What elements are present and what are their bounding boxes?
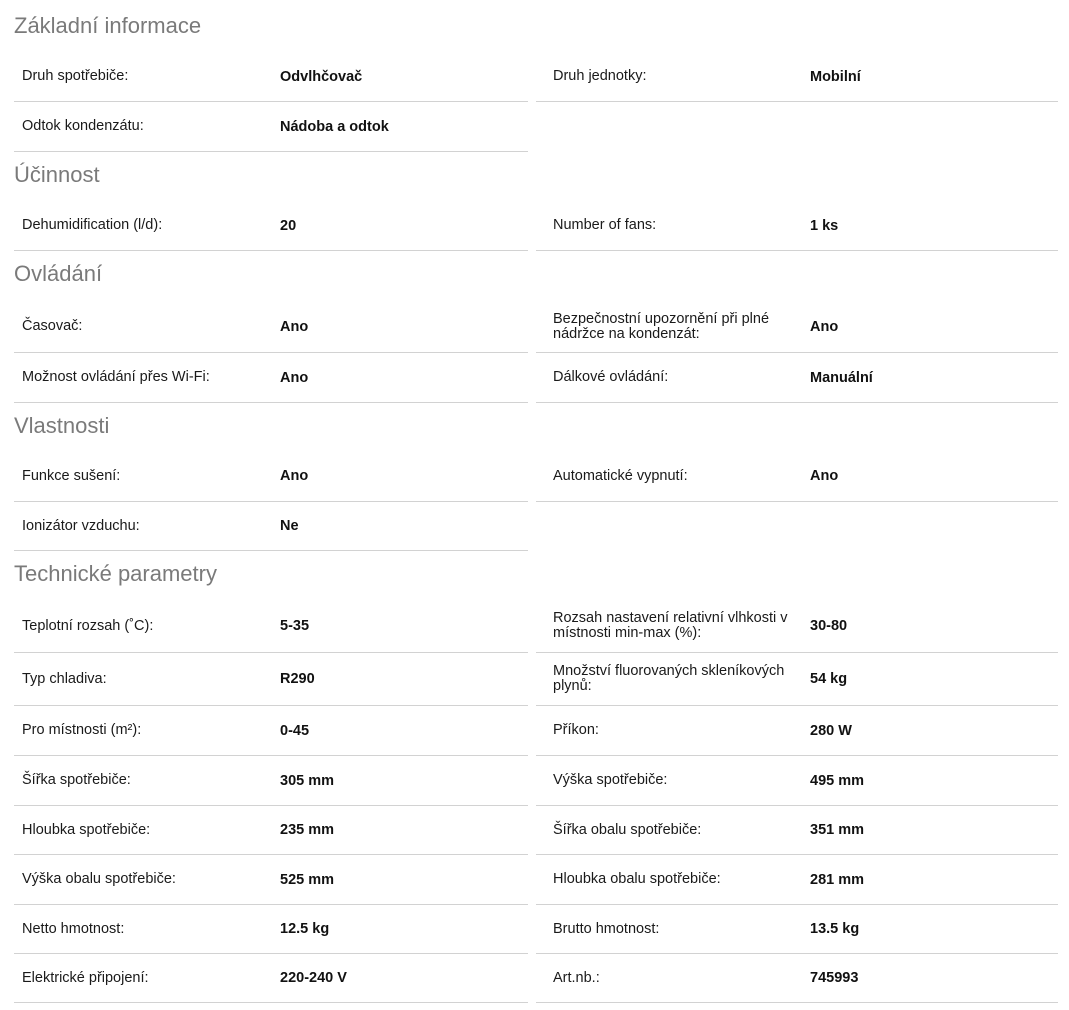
spec-row-pro-mistnosti-m: [14, 706, 528, 756]
spec-value: 20: [280, 217, 297, 234]
spec-label: Možnost ovládání přes Wi-Fi:: [22, 369, 210, 385]
section-title-ucinnost: Účinnost: [14, 162, 100, 187]
spec-row-rozsah-nastaveni-relativni-vlhkosti-v-mistnosti-min-max: [536, 600, 1058, 653]
spec-label: Automatické vypnutí:: [553, 467, 688, 484]
section-title-ovladani: Ovládání: [14, 261, 103, 286]
spec-row-odtok-kondenzatu: [14, 102, 528, 152]
spec-value: 13.5 kg: [810, 921, 860, 937]
spec-row-hloubka-spotrebice: [14, 806, 528, 855]
spec-value: 54 kg: [810, 671, 848, 687]
spec-row-druh-jednotky: [536, 52, 1058, 102]
spec-value: 235 mm: [280, 822, 335, 838]
spec-row-sirka-obalu-spotrebice: [536, 806, 1058, 855]
spec-value: 305 mm: [280, 772, 335, 789]
spec-label: Teplotní rozsah (˚C):: [22, 617, 154, 634]
spec-label: Elektrické připojení:: [22, 969, 149, 986]
spec-row-druh-spotrebice: [14, 52, 528, 102]
spec-value: 5-35: [280, 618, 310, 634]
spec-value: Manuální: [810, 369, 873, 386]
spec-label: Number of fans:: [553, 217, 657, 233]
spec-label: Funkce sušení:: [22, 467, 121, 484]
spec-value: 0-45: [280, 722, 310, 739]
spec-label: Art.nb.:: [553, 969, 600, 986]
spec-label: Druh jednotky:: [553, 68, 647, 84]
section-title-technicke-parametry: Technické parametry: [14, 561, 217, 586]
spec-row-ionizator-vzduchu: [14, 502, 528, 551]
spec-label: Rozsah nastavení relativní vlhkosti v místnosti min-max (%):: [553, 610, 788, 641]
spec-label: Dálkové ovládání:: [553, 369, 669, 385]
spec-label: Brutto hmotnost:: [553, 920, 660, 937]
spec-row-mnozstvi-fluorovanych-sklenikovych-plynu: [536, 653, 1058, 706]
spec-row-elektricke-pripojeni: [14, 954, 528, 1003]
spec-row-art-nb: [536, 954, 1058, 1003]
spec-value: Ano: [280, 318, 309, 335]
spec-label: Typ chladiva:: [22, 670, 107, 687]
spec-label: Netto hmotnost:: [22, 920, 125, 937]
spec-value: 281 mm: [810, 871, 865, 888]
spec-label: Hloubka spotřebiče:: [22, 821, 151, 838]
spec-label: Časovač:: [22, 318, 83, 334]
spec-row-vyska-obalu-spotrebice: [14, 855, 528, 905]
spec-row-netto-hmotnost: [14, 905, 528, 954]
spec-label: Výška obalu spotřebiče:: [22, 871, 176, 887]
spec-label: Bezpečnostní upozornění při plné nádržce na kondenzát:: [553, 310, 770, 342]
spec-label: Množství fluorovaných skleníkových plynů:: [553, 663, 785, 694]
spec-row-automaticke-vypnuti: [536, 451, 1058, 502]
spec-row-teplotni-rozsah-c: [14, 600, 528, 653]
spec-label: Ionizátor vzduchu:: [22, 517, 140, 534]
spec-value: Ano: [280, 369, 309, 386]
spec-value: R290: [280, 671, 315, 687]
spec-row-sirka-spotrebice: [14, 756, 528, 806]
spec-value: 280 W: [810, 722, 852, 739]
spec-label: Příkon:: [553, 722, 599, 738]
spec-value: Odvlhčovač: [280, 68, 363, 85]
spec-label: Pro místnosti (m²):: [22, 722, 142, 738]
spec-value: 220-240 V: [280, 970, 347, 986]
spec-value: 495 mm: [810, 772, 865, 789]
spec-label: Hloubka obalu spotřebiče:: [553, 871, 721, 887]
spec-value: 12.5 kg: [280, 921, 330, 937]
spec-label: Šířka obalu spotřebiče:: [553, 821, 702, 838]
spec-value: 30-80: [810, 618, 848, 634]
spec-value: 745993: [810, 970, 859, 986]
spec-row-casovac: [14, 301, 528, 353]
spec-row-funkce-suseni: [14, 451, 528, 502]
spec-value: 1 ks: [810, 217, 839, 234]
spec-value: Ano: [280, 468, 309, 484]
section-title-vlastnosti: Vlastnosti: [14, 413, 110, 438]
spec-value: Ano: [810, 468, 839, 484]
spec-label: Dehumidification (l/d):: [22, 217, 163, 233]
spec-label: Odtok kondenzátu:: [22, 118, 144, 134]
spec-value: 351 mm: [810, 822, 865, 838]
spec-row-brutto-hmotnost: [536, 905, 1058, 954]
spec-label: Výška spotřebiče:: [553, 772, 668, 788]
section-title-zakladni-informace: Základní informace: [14, 13, 202, 38]
spec-row-dehumidification-l-d: [14, 201, 528, 251]
spec-label: Druh spotřebiče:: [22, 68, 129, 84]
spec-row-typ-chladiva: [14, 653, 528, 706]
spec-row-vyska-spotrebice: [536, 756, 1058, 806]
spec-value: Mobilní: [810, 68, 861, 85]
spec-value: Nádoba a odtok: [280, 118, 389, 135]
spec-value: Ne: [280, 518, 299, 534]
spec-row-moznost-ovladani-pres-wi-fi: [14, 353, 528, 403]
spec-row-number-of-fans: [536, 201, 1058, 251]
spec-row-dalkove-ovladani: [536, 353, 1058, 403]
spec-value: 525 mm: [280, 871, 335, 888]
spec-row-bezpecnostni-upozorneni-pri-plne-nadrzce-na-kondenzat: [536, 301, 1058, 353]
spec-row-prikon: [536, 706, 1058, 756]
spec-value: Ano: [810, 318, 839, 335]
spec-label: Šířka spotřebiče:: [22, 772, 131, 788]
spec-row-hloubka-obalu-spotrebice: [536, 855, 1058, 905]
